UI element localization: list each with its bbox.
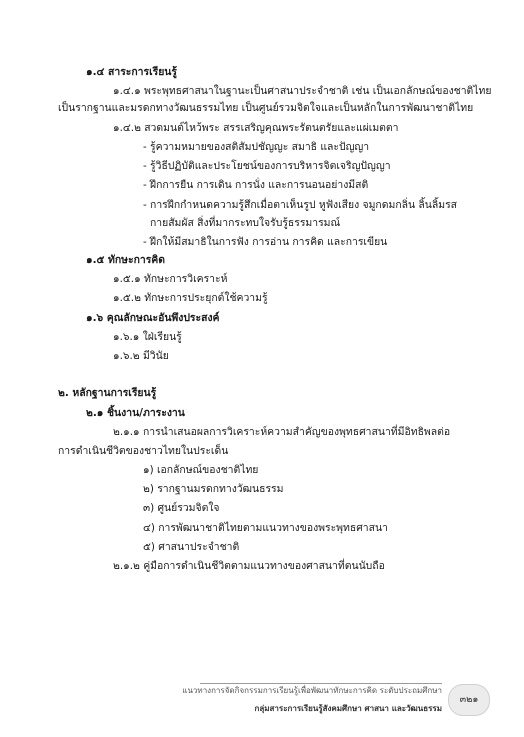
bullet-item: - รู้วิธีปฏิบัติและประโยชน์ของการบริหารจิตเจริญปัญญา <box>143 160 391 172</box>
paragraph-line: ๑.๔.๒ สวดมนต์ไหว้พระ สรรเสริญคุณพระรัตนตรัยและแผ่เมตตา <box>113 122 399 134</box>
list-item: ๓) ศูนย์รวมจิตใจ <box>143 502 220 514</box>
section-heading: ๑.๕ ทักษะการคิด <box>86 254 166 266</box>
list-item: ๑.๕.๒ ทักษะการประยุกต์ใช้ความรู้ <box>113 292 268 304</box>
bullet-item-continuation: กายสัมผัส สิ่งที่มากระทบใจรับรู้ธรรมารมณ์ <box>150 217 341 229</box>
paragraph-line: ๒.๑.๒ คู่มือการดำเนินชีวิตตามแนวทางของศาสนาที่ตนนับถือ <box>113 560 385 572</box>
paragraph-line: ๒.๑.๑ การนำเสนอผลการวิเคราะห์ความสำคัญของพุทธศาสนาที่มีอิทธิพลต่อ <box>113 426 451 438</box>
section-heading: ๒. หลักฐานการเรียนรู้ <box>58 387 157 399</box>
section-heading: ๑.๖ คุณลักษณะอันพึงประสงค์ <box>86 312 220 324</box>
list-item: ๕) ศาสนาประจำชาติ <box>143 541 240 553</box>
bullet-item: - การฝึกกำหนดความรู้สึกเมื่อตาเห็นรูป หูฟังเสียง จมูกดมกลิ่น ลิ้นลิ้มรส <box>143 199 457 211</box>
list-item: ๑) เอกลักษณ์ของชาติไทย <box>143 464 259 476</box>
list-item: ๑.๖.๑ ใฝ่เรียนรู้ <box>113 331 182 343</box>
list-item: ๒) รากฐานมรดกทางวัฒนธรรม <box>143 483 284 495</box>
bullet-item: - รู้ความหมายของสติสัมปชัญญะ สมาธิ และปัญญา <box>143 141 370 153</box>
list-item: ๔) การพัฒนาชาติไทยตามแนวทางของพระพุทธศาสนา <box>143 522 388 534</box>
footer-subject-title: กลุ่มสาระการเรียนรู้สังคมศึกษา ศาสนา และวัฒนธรรม <box>254 704 442 713</box>
bullet-item: - ฝึกให้มีสมาธิในการฟัง การอ่าน การคิด และการเขียน <box>143 236 388 248</box>
paragraph-line: การดำเนินชีวิตของชาวไทยในประเด็น <box>58 445 229 457</box>
footer-divider <box>200 683 442 684</box>
list-item: ๑.๕.๑ ทักษะการวิเคราะห์ <box>113 273 228 285</box>
page-number: ๓๒๑ <box>448 684 490 716</box>
sub-heading: ๒.๑ ชิ้นงาน/ภาระงาน <box>86 407 185 419</box>
paragraph-line: ๑.๔.๑ พระพุทธศาสนาในฐานะเป็นศาสนาประจำชาติ เช่น เป็นเอกลักษณ์ของชาติไทย <box>113 85 492 97</box>
section-heading: ๑.๔ สาระการเรียนรู้ <box>86 66 177 78</box>
paragraph-line: เป็นรากฐานและมรดกทางวัฒนธรรมไทย เป็นศูนย์รวมจิตใจและเป็นหลักในการพัฒนาชาติไทย <box>58 102 474 114</box>
bullet-item: - ฝึกการยืน การเดิน การนั่ง และการนอนอย่างมีสติ <box>143 179 369 191</box>
footer-series-title: แนวทางการจัดกิจกรรมการเรียนรู้เพื่อพัฒนาทักษะการคิด ระดับประถมศึกษา <box>182 686 442 695</box>
list-item: ๑.๖.๒ มีวินัย <box>113 350 169 362</box>
